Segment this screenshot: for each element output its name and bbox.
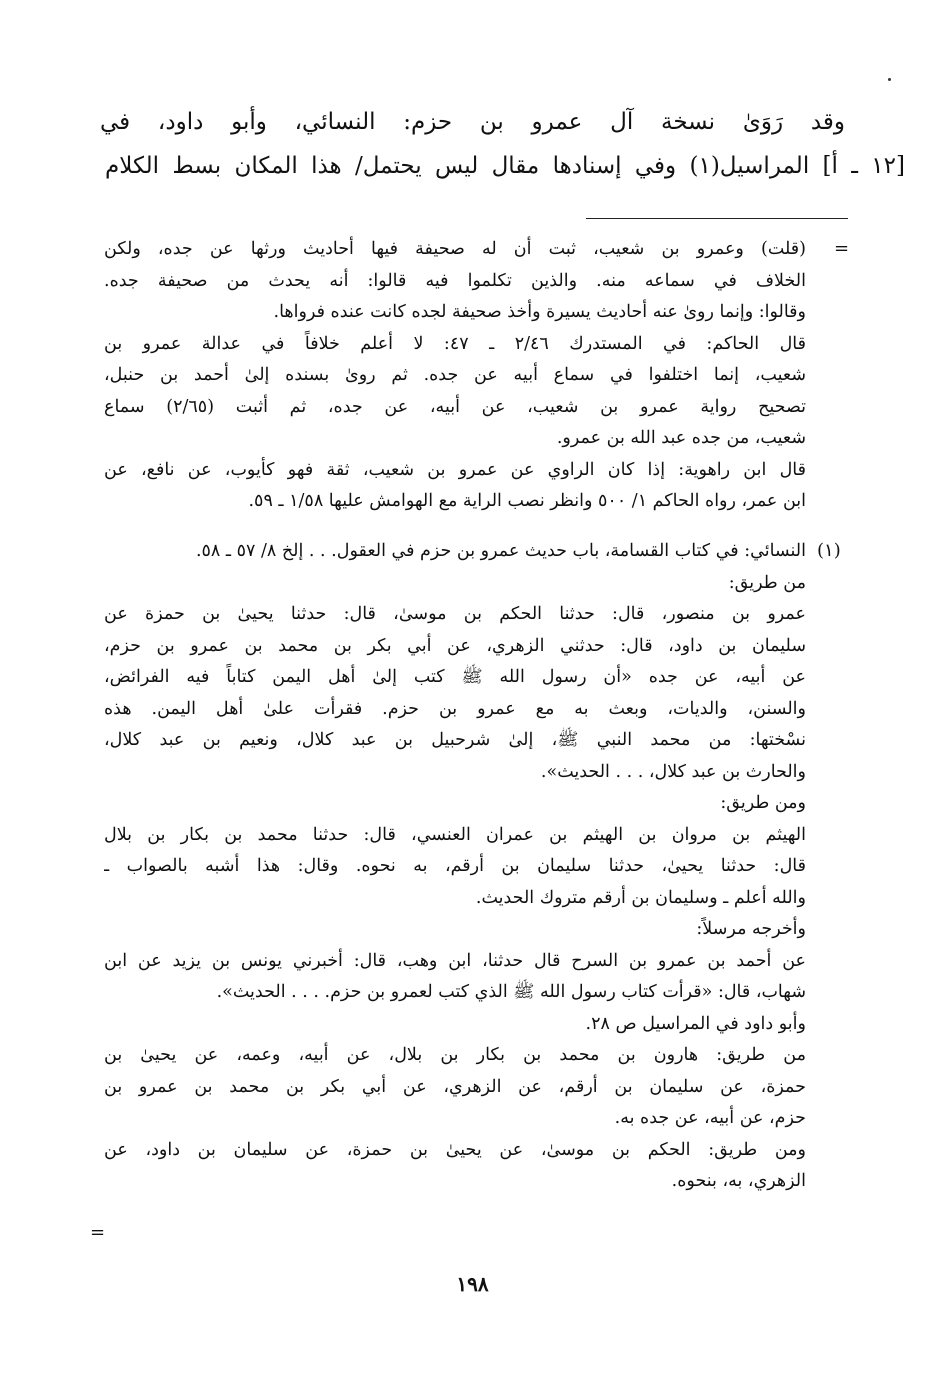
footnote-line: من طريق: — [728, 572, 806, 593]
footnote-line: قال ابن راهوية: إذا كان الراوي عن عمرو بن شعيب، ثقة فهو كأيوب، عن نافع، عن — [104, 459, 806, 480]
footnote-line: نسْختها: من محمد النبي ﷺ، إلىٰ شرحبيل بن عبد كلال، ونعيم بن عبد كلال، — [104, 730, 806, 750]
footnote-line: سليمان بن داود، قال: حدثني الزهري، عن أبي بكر بن محمد بن عمرو بن حزم، — [104, 635, 806, 656]
footnote-number-1: (١) — [817, 540, 841, 561]
footnote-line: شعيب، من جده عبد الله بن عمرو. — [556, 428, 806, 448]
footnote-line: وقالوا: وإنما روىٰ عنه أحاديث يسيرة وأخذ صحيفة لجده كانت عنده فرواها. — [273, 302, 806, 322]
footnote-continuation — [104, 234, 806, 518]
footnote-line: من طريق: هارون بن محمد بن بكار بن بلال، عن أبيه، وعمه، عن يحيىٰ بن — [104, 1045, 806, 1065]
ink-dot — [888, 78, 891, 81]
main-text-line-2: [١٢ ـ أ] المراسيل(١) وفي إسنادها مقال ليس يحتمل/ هذا المكان بسط الكلام — [105, 153, 905, 179]
footnote-line: (قلت) وعمرو بن شعيب، ثبت أن له صحيفة فيها أحاديث ورثها عن جده، ولكن — [104, 239, 806, 259]
footnote-line: حمزة، عن سليمان بن أرقم، عن الزهري، عن أبي بكر بن محمد بن عمرو بن — [104, 1076, 806, 1097]
footnote-line: وأخرجه مرسلاً: — [696, 919, 806, 939]
footnote-line: شعيب، إنما اختلفوا في سماع أبيه عن جده. ثم روىٰ بسنده إلىٰ أحمد بن حنبل، — [104, 365, 806, 385]
footnote-line: النسائي: في كتاب القسامة، باب حديث عمرو بن حزم في العقول. . . إلخ ٨/ ٥٧ ـ ٥٨. — [195, 541, 806, 561]
footnote-line: تصحيح رواية عمرو بن شعيب، عن أبيه، عن جده، ثم أثبت (٢/٦٥) سماع — [104, 396, 806, 417]
footnote-1 — [104, 536, 806, 1198]
continuation-marker-top: = — [834, 238, 850, 259]
footnote-line: الخلاف في سماعه منه. والذين تكلموا فيه قالوا: أنه يحدث من صحيفة جده. — [104, 270, 806, 291]
footnote-line: ومن طريق: — [720, 793, 806, 813]
main-text-line-1: وقد رَوَىٰ نسخة آل عمرو بن حزم: النسائي، وأبو داود، في — [100, 109, 845, 135]
footnote-line: الهيثم بن مروان بن الهيثم بن عمران العنسي، قال: حدثنا محمد بن بكار بن بلال — [104, 824, 806, 845]
page-number: ١٩٨ — [456, 1272, 489, 1296]
footnote-line: والله أعلم ـ وسليمان بن أرقم متروك الحديث. — [475, 887, 806, 908]
footnote-line: حزم، عن أبيه، عن جده به. — [614, 1108, 806, 1128]
footnote-line: شهاب، قال: «قرأت كتاب رسول الله ﷺ الذي كتب لعمرو بن حزم. . . . الحديث». — [216, 982, 806, 1002]
footnote-line: قال الحاكم: في المستدرك ٢/٤٦ ـ ٤٧: لا أعلم خلافاً في عدالة عمرو بن — [104, 333, 806, 354]
footnote-line: والسنن، والديات، وبعث به مع عمرو بن حزم. فقرأت علىٰ أهل اليمن. هذه — [104, 698, 806, 719]
footnote-line: عن أحمد بن عمرو بن السرح قال حدثنا، ابن وهب، قال: أخبرني يونس بن يزيد عن ابن — [104, 950, 806, 971]
footnote-line: الزهري، به، بنحوه. — [671, 1171, 806, 1191]
footnote-line: ابن عمر، رواه الحاكم ١/ ٥٠٠ وانظر نصب الراية مع الهوامش عليها ١/٥٨ ـ ٥٩. — [248, 491, 806, 511]
footnote-separator — [586, 218, 848, 219]
continuation-marker-bottom: = — [90, 1222, 106, 1243]
footnote-line: والحارث بن عبد كلال، . . . الحديث». — [540, 761, 806, 782]
footnote-line: ومن طريق: الحكم بن موسىٰ، عن يحيىٰ بن حمزة، عن سليمان بن داود، عن — [104, 1139, 806, 1160]
footnote-line: عن أبيه، عن جده «أن رسول الله ﷺ كتب إلىٰ أهل اليمن كتاباً فيه الفرائض، — [104, 667, 806, 687]
footnote-line: قال: حدثنا يحيىٰ، حدثنا سليمان بن أرقم، به نحوه. وقال: هذا أشبه بالصواب ـ — [104, 856, 806, 876]
footnote-line: وأبو داود في المراسيل ص ٢٨. — [585, 1013, 806, 1034]
footnote-line: عمرو بن منصور، قال: حدثنا الحكم بن موسىٰ، قال: حدثنا يحيىٰ بن حمزة عن — [104, 604, 806, 624]
